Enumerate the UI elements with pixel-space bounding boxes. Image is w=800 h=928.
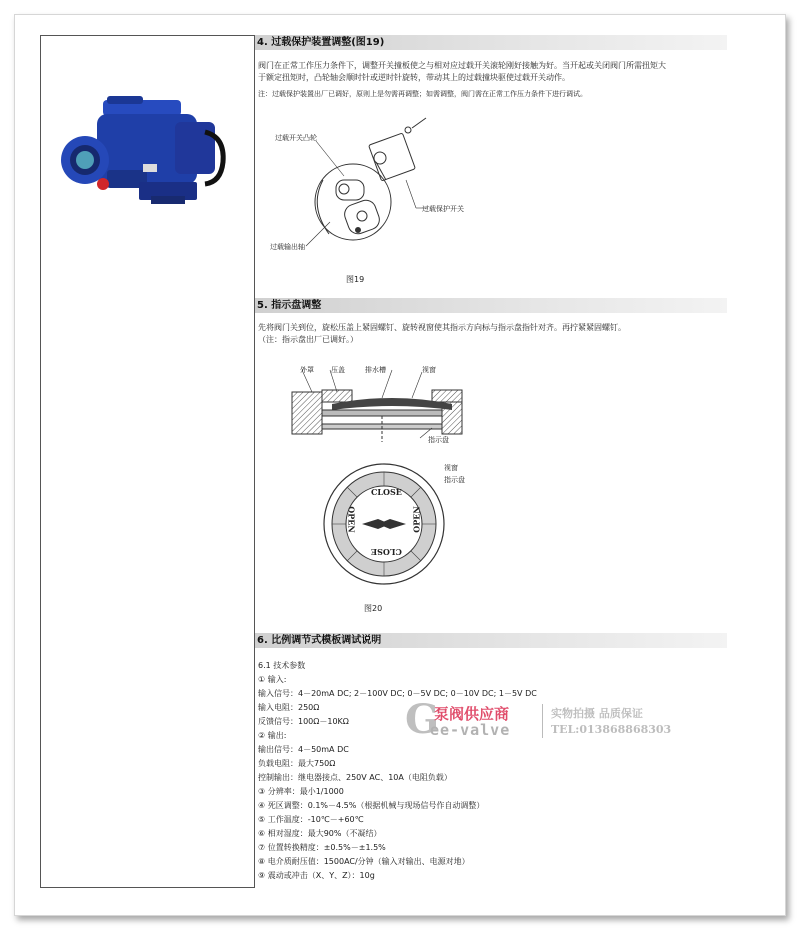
dial-close-bottom: CLOSE <box>371 547 402 557</box>
spec-line: ⑤ 工作温度：-10℃－+60℃ <box>258 815 364 824</box>
section-4-note: 注：过载保护装置出厂已调好，原则上是勿需再调整；如需调整，阀门需在正常工作压力条件下进行调试。 <box>258 90 587 98</box>
spec-line: ⑨ 震动或冲击（X、Y、Z）：10g <box>258 871 375 880</box>
dial-open-right: OPEN <box>411 506 422 533</box>
watermark-english-text: ee-valve <box>430 721 511 739</box>
figure-20-indicator-dial <box>322 462 446 586</box>
actuator-photo <box>55 92 235 212</box>
watermark-phone: TEL:013868868303 <box>551 723 672 736</box>
watermark-chinese-text: 泵阀供应商 <box>434 705 510 723</box>
section-5-paragraph-line-1: 先将阀门关到位，旋松压盖上紧固螺钉、旋转视窗使其指示方向标与指示盘指针对齐。再拧紧紧固螺钉。 <box>258 323 626 332</box>
spec-line: ⑥ 相对湿度：最大90%（不凝结） <box>258 829 382 838</box>
spec-line: ⑧ 电介质耐压值：1500AC/分钟（输入对输出、电源对地） <box>258 857 470 866</box>
dial-close-top: CLOSE <box>371 487 402 497</box>
label-overload-cam: 过载开关凸轮 <box>275 134 317 142</box>
figure-20-caption: 图20 <box>364 604 383 613</box>
spec-line: 输入电阻：250Ω <box>258 703 320 712</box>
section-4-paragraph-line-1: 阀门在正常工作压力条件下，调整开关撞板使之与相对应过载开关滚轮刚好接触为好。当开起或关闭阀门所需扭矩大 <box>258 61 666 70</box>
label-dial-2: 指示盘 <box>444 476 465 484</box>
label-dial: 指示盘 <box>428 436 449 444</box>
spec-line: 输入信号：4－20mA DC; 2－100V DC; 0－5V DC; 0－10V DC; 1－5V DC <box>258 689 537 698</box>
spec-line: ⑦ 位置转换精度：±0.5%－±1.5% <box>258 843 386 852</box>
label-overload-shaft: 过载输出轴 <box>270 243 305 251</box>
label-gland: 压盖 <box>331 366 345 374</box>
spec-line: ③ 分辨率：最小1/1000 <box>258 787 344 796</box>
figure-19-caption: 图19 <box>346 275 365 284</box>
label-cover: 外罩 <box>300 366 314 374</box>
label-window: 视窗 <box>422 366 436 374</box>
label-drain-groove: 排水槽 <box>365 366 386 374</box>
spec-line: ① 输入: <box>258 675 287 684</box>
spec-line: 反馈信号：100Ω－10KΩ <box>258 717 349 726</box>
section-4-heading: 4. 过载保护装置调整(图19) <box>255 35 727 50</box>
section-5-paragraph-line-2: （注：指示盘出厂已调好。） <box>258 335 358 344</box>
figure-20-cross-section <box>282 362 482 452</box>
section-4-paragraph-line-2: 于额定扭矩时，凸轮轴会顺时针或逆时针旋转，带动其上的过载撞块驱使过载开关动作。 <box>258 73 570 82</box>
spec-line: 负载电阻：最大750Ω <box>258 759 336 768</box>
section-6-heading: 6. 比例调节式模板调试说明 <box>255 633 727 648</box>
dial-open-left: OPEN <box>346 506 357 533</box>
spec-line: 输出信号：4－50mA DC <box>258 745 349 754</box>
watermark-divider <box>542 704 543 738</box>
label-overload-switch: 过载保护开关 <box>422 205 464 213</box>
section-5-heading: 5. 指示盘调整 <box>255 298 727 313</box>
watermark-slogan: 实物拍摄 品质保证 <box>551 707 643 720</box>
spec-line: ④ 死区调整：0.1%－4.5%（根据机械与现场信号作自动调整） <box>258 801 485 810</box>
spec-line: ② 输出: <box>258 731 287 740</box>
watermark-logo-letter: G <box>405 696 440 743</box>
label-window-2: 视窗 <box>444 464 458 472</box>
spec-line: 控制输出：继电器接点、250V AC、10A（电阻负载） <box>258 773 452 782</box>
spec-line: 6.1 技术参数 <box>258 661 306 670</box>
